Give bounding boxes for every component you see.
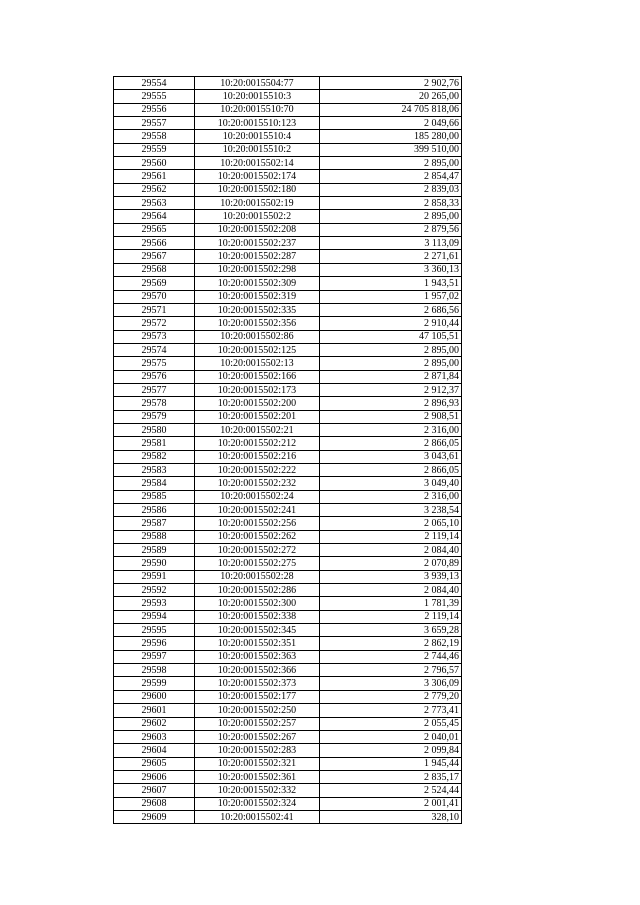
value-cell: 328,10 bbox=[319, 810, 461, 823]
table-row bbox=[114, 544, 462, 557]
row-number-cell: 29599 bbox=[114, 677, 195, 690]
table-row bbox=[114, 664, 462, 677]
table-row bbox=[114, 237, 462, 250]
table-row bbox=[114, 263, 462, 276]
table-row bbox=[114, 197, 462, 210]
cadastral-number-cell: 10:20:0015502:232 bbox=[195, 477, 320, 490]
value-cell: 2 908,51 bbox=[319, 410, 461, 423]
row-number-cell: 29602 bbox=[114, 717, 195, 730]
row-number-cell: 29584 bbox=[114, 477, 195, 490]
table-row bbox=[114, 397, 462, 410]
value-cell: 1 781,39 bbox=[319, 597, 461, 610]
cadastral-number-cell: 10:20:0015502:24 bbox=[195, 490, 320, 503]
cadastral-number-cell: 10:20:0015502:241 bbox=[195, 504, 320, 517]
table-row bbox=[114, 223, 462, 236]
cadastral-number-cell: 10:20:0015510:70 bbox=[195, 103, 320, 116]
table-row bbox=[114, 250, 462, 263]
table-row bbox=[114, 117, 462, 130]
table-row bbox=[114, 317, 462, 330]
cadastral-number-cell: 10:20:0015502:300 bbox=[195, 597, 320, 610]
cadastral-number-cell: 10:20:0015502:177 bbox=[195, 690, 320, 703]
row-number-cell: 29594 bbox=[114, 610, 195, 623]
value-cell: 2 912,37 bbox=[319, 383, 461, 396]
value-cell: 3 939,13 bbox=[319, 570, 461, 583]
cadastral-number-cell: 10:20:0015502:125 bbox=[195, 343, 320, 356]
table-row bbox=[114, 517, 462, 530]
row-number-cell: 29605 bbox=[114, 757, 195, 770]
cadastral-number-cell: 10:20:0015502:338 bbox=[195, 610, 320, 623]
row-number-cell: 29572 bbox=[114, 317, 195, 330]
table-row bbox=[114, 170, 462, 183]
value-cell: 3 049,40 bbox=[319, 477, 461, 490]
cadastral-number-cell: 10:20:0015502:272 bbox=[195, 544, 320, 557]
cadastral-number-cell: 10:20:0015502:335 bbox=[195, 303, 320, 316]
table-row bbox=[114, 557, 462, 570]
value-cell: 20 265,00 bbox=[319, 90, 461, 103]
row-number-cell: 29570 bbox=[114, 290, 195, 303]
row-number-cell: 29576 bbox=[114, 370, 195, 383]
cadastral-number-cell: 10:20:0015502:275 bbox=[195, 557, 320, 570]
table-row bbox=[114, 810, 462, 823]
cadastral-number-cell: 10:20:0015502:174 bbox=[195, 170, 320, 183]
table-row bbox=[114, 717, 462, 730]
value-cell: 1 945,44 bbox=[319, 757, 461, 770]
value-cell: 3 360,13 bbox=[319, 263, 461, 276]
row-number-cell: 29585 bbox=[114, 490, 195, 503]
value-cell: 2 040,01 bbox=[319, 730, 461, 743]
row-number-cell: 29598 bbox=[114, 664, 195, 677]
cadastral-number-cell: 10:20:0015502:361 bbox=[195, 770, 320, 783]
cadastral-number-cell: 10:20:0015502:366 bbox=[195, 664, 320, 677]
value-cell: 2 070,89 bbox=[319, 557, 461, 570]
row-number-cell: 29561 bbox=[114, 170, 195, 183]
table-row bbox=[114, 210, 462, 223]
table-row bbox=[114, 343, 462, 356]
value-cell: 2 866,05 bbox=[319, 437, 461, 450]
row-number-cell: 29560 bbox=[114, 157, 195, 170]
table-row bbox=[114, 410, 462, 423]
row-number-cell: 29589 bbox=[114, 544, 195, 557]
cadastral-number-cell: 10:20:0015502:212 bbox=[195, 437, 320, 450]
value-cell: 2 895,00 bbox=[319, 157, 461, 170]
value-cell: 2 099,84 bbox=[319, 744, 461, 757]
row-number-cell: 29573 bbox=[114, 330, 195, 343]
cadastral-number-cell: 10:20:0015502:298 bbox=[195, 263, 320, 276]
cadastral-number-cell: 10:20:0015504:77 bbox=[195, 77, 320, 90]
value-cell: 2 895,00 bbox=[319, 210, 461, 223]
row-number-cell: 29609 bbox=[114, 810, 195, 823]
cadastral-number-cell: 10:20:0015502:216 bbox=[195, 450, 320, 463]
cadastral-value-table bbox=[113, 76, 462, 824]
cadastral-number-cell: 10:20:0015502:2 bbox=[195, 210, 320, 223]
value-cell: 2 879,56 bbox=[319, 223, 461, 236]
table-row bbox=[114, 490, 462, 503]
table-row bbox=[114, 650, 462, 663]
table-row bbox=[114, 677, 462, 690]
row-number-cell: 29586 bbox=[114, 504, 195, 517]
value-cell: 2 316,00 bbox=[319, 490, 461, 503]
row-number-cell: 29559 bbox=[114, 143, 195, 156]
table-row bbox=[114, 423, 462, 436]
value-cell: 2 084,40 bbox=[319, 584, 461, 597]
row-number-cell: 29566 bbox=[114, 237, 195, 250]
row-number-cell: 29588 bbox=[114, 530, 195, 543]
table-row bbox=[114, 757, 462, 770]
row-number-cell: 29606 bbox=[114, 770, 195, 783]
cadastral-number-cell: 10:20:0015502:287 bbox=[195, 250, 320, 263]
value-cell: 1 943,51 bbox=[319, 277, 461, 290]
cadastral-number-cell: 10:20:0015502:373 bbox=[195, 677, 320, 690]
value-cell: 3 113,09 bbox=[319, 237, 461, 250]
value-cell: 2 049,66 bbox=[319, 117, 461, 130]
value-cell: 2 524,44 bbox=[319, 784, 461, 797]
table-row bbox=[114, 597, 462, 610]
table-row bbox=[114, 437, 462, 450]
row-number-cell: 29597 bbox=[114, 650, 195, 663]
cadastral-number-cell: 10:20:0015502:319 bbox=[195, 290, 320, 303]
value-cell: 2 858,33 bbox=[319, 197, 461, 210]
table-row bbox=[114, 610, 462, 623]
cadastral-number-cell: 10:20:0015510:123 bbox=[195, 117, 320, 130]
value-cell: 2 084,40 bbox=[319, 544, 461, 557]
cadastral-number-cell: 10:20:0015502:173 bbox=[195, 383, 320, 396]
table-row bbox=[114, 143, 462, 156]
table-row bbox=[114, 624, 462, 637]
cadastral-number-cell: 10:20:0015502:309 bbox=[195, 277, 320, 290]
cadastral-number-cell: 10:20:0015502:286 bbox=[195, 584, 320, 597]
row-number-cell: 29591 bbox=[114, 570, 195, 583]
table-row bbox=[114, 157, 462, 170]
table-row bbox=[114, 584, 462, 597]
table-row bbox=[114, 370, 462, 383]
row-number-cell: 29590 bbox=[114, 557, 195, 570]
table-row bbox=[114, 183, 462, 196]
row-number-cell: 29564 bbox=[114, 210, 195, 223]
row-number-cell: 29569 bbox=[114, 277, 195, 290]
row-number-cell: 29583 bbox=[114, 463, 195, 476]
value-cell: 2 686,56 bbox=[319, 303, 461, 316]
table-row bbox=[114, 463, 462, 476]
table-row bbox=[114, 784, 462, 797]
table-row bbox=[114, 77, 462, 90]
value-cell: 2 119,14 bbox=[319, 530, 461, 543]
row-number-cell: 29601 bbox=[114, 704, 195, 717]
cadastral-number-cell: 10:20:0015502:222 bbox=[195, 463, 320, 476]
cadastral-number-cell: 10:20:0015502:345 bbox=[195, 624, 320, 637]
table-row bbox=[114, 797, 462, 810]
row-number-cell: 29574 bbox=[114, 343, 195, 356]
row-number-cell: 29596 bbox=[114, 637, 195, 650]
row-number-cell: 29579 bbox=[114, 410, 195, 423]
value-cell: 2 871,84 bbox=[319, 370, 461, 383]
cadastral-number-cell: 10:20:0015502:21 bbox=[195, 423, 320, 436]
table-row bbox=[114, 704, 462, 717]
value-cell: 3 659,28 bbox=[319, 624, 461, 637]
cadastral-number-cell: 10:20:0015502:356 bbox=[195, 317, 320, 330]
row-number-cell: 29600 bbox=[114, 690, 195, 703]
value-cell: 399 510,00 bbox=[319, 143, 461, 156]
cadastral-number-cell: 10:20:0015502:14 bbox=[195, 157, 320, 170]
value-cell: 185 280,00 bbox=[319, 130, 461, 143]
row-number-cell: 29565 bbox=[114, 223, 195, 236]
value-cell: 2 271,61 bbox=[319, 250, 461, 263]
table-row bbox=[114, 637, 462, 650]
row-number-cell: 29557 bbox=[114, 117, 195, 130]
row-number-cell: 29580 bbox=[114, 423, 195, 436]
table-row bbox=[114, 450, 462, 463]
cadastral-number-cell: 10:20:0015502:283 bbox=[195, 744, 320, 757]
value-cell: 2 866,05 bbox=[319, 463, 461, 476]
value-cell: 3 043,61 bbox=[319, 450, 461, 463]
value-cell: 2 902,76 bbox=[319, 77, 461, 90]
cadastral-number-cell: 10:20:0015502:86 bbox=[195, 330, 320, 343]
cadastral-number-cell: 10:20:0015502:257 bbox=[195, 717, 320, 730]
row-number-cell: 29562 bbox=[114, 183, 195, 196]
value-cell: 2 896,93 bbox=[319, 397, 461, 410]
table-row bbox=[114, 570, 462, 583]
row-number-cell: 29563 bbox=[114, 197, 195, 210]
value-cell: 2 316,00 bbox=[319, 423, 461, 436]
row-number-cell: 29593 bbox=[114, 597, 195, 610]
table-row bbox=[114, 477, 462, 490]
value-cell: 2 862,19 bbox=[319, 637, 461, 650]
value-cell: 2 744,46 bbox=[319, 650, 461, 663]
row-number-cell: 29604 bbox=[114, 744, 195, 757]
cadastral-number-cell: 10:20:0015502:351 bbox=[195, 637, 320, 650]
value-cell: 2 895,00 bbox=[319, 357, 461, 370]
row-number-cell: 29558 bbox=[114, 130, 195, 143]
row-number-cell: 29568 bbox=[114, 263, 195, 276]
value-cell: 24 705 818,06 bbox=[319, 103, 461, 116]
value-cell: 2 065,10 bbox=[319, 517, 461, 530]
cadastral-number-cell: 10:20:0015502:200 bbox=[195, 397, 320, 410]
cadastral-number-cell: 10:20:0015502:13 bbox=[195, 357, 320, 370]
cadastral-number-cell: 10:20:0015510:2 bbox=[195, 143, 320, 156]
cadastral-number-cell: 10:20:0015502:166 bbox=[195, 370, 320, 383]
cadastral-number-cell: 10:20:0015502:262 bbox=[195, 530, 320, 543]
value-cell: 2 854,47 bbox=[319, 170, 461, 183]
table-row bbox=[114, 90, 462, 103]
value-cell: 2 779,20 bbox=[319, 690, 461, 703]
cadastral-number-cell: 10:20:0015502:237 bbox=[195, 237, 320, 250]
table-row bbox=[114, 330, 462, 343]
row-number-cell: 29608 bbox=[114, 797, 195, 810]
value-cell: 2 001,41 bbox=[319, 797, 461, 810]
cadastral-number-cell: 10:20:0015502:208 bbox=[195, 223, 320, 236]
table-row bbox=[114, 303, 462, 316]
table-row bbox=[114, 290, 462, 303]
cadastral-number-cell: 10:20:0015502:250 bbox=[195, 704, 320, 717]
value-cell: 2 055,45 bbox=[319, 717, 461, 730]
table-row bbox=[114, 277, 462, 290]
row-number-cell: 29556 bbox=[114, 103, 195, 116]
table-row bbox=[114, 103, 462, 116]
table-row bbox=[114, 130, 462, 143]
row-number-cell: 29582 bbox=[114, 450, 195, 463]
cadastral-number-cell: 10:20:0015502:324 bbox=[195, 797, 320, 810]
row-number-cell: 29607 bbox=[114, 784, 195, 797]
table-row bbox=[114, 383, 462, 396]
table-row bbox=[114, 770, 462, 783]
row-number-cell: 29581 bbox=[114, 437, 195, 450]
table-body bbox=[114, 77, 462, 824]
value-cell: 47 105,51 bbox=[319, 330, 461, 343]
row-number-cell: 29567 bbox=[114, 250, 195, 263]
row-number-cell: 29603 bbox=[114, 730, 195, 743]
cadastral-number-cell: 10:20:0015502:41 bbox=[195, 810, 320, 823]
cadastral-number-cell: 10:20:0015510:3 bbox=[195, 90, 320, 103]
cadastral-number-cell: 10:20:0015502:201 bbox=[195, 410, 320, 423]
value-cell: 2 839,03 bbox=[319, 183, 461, 196]
value-cell: 2 773,41 bbox=[319, 704, 461, 717]
row-number-cell: 29577 bbox=[114, 383, 195, 396]
cadastral-number-cell: 10:20:0015502:363 bbox=[195, 650, 320, 663]
value-cell: 2 910,44 bbox=[319, 317, 461, 330]
value-cell: 2 796,57 bbox=[319, 664, 461, 677]
value-cell: 2 835,17 bbox=[319, 770, 461, 783]
row-number-cell: 29595 bbox=[114, 624, 195, 637]
table-row bbox=[114, 504, 462, 517]
value-cell: 3 238,54 bbox=[319, 504, 461, 517]
row-number-cell: 29571 bbox=[114, 303, 195, 316]
cadastral-number-cell: 10:20:0015510:4 bbox=[195, 130, 320, 143]
value-cell: 2 119,14 bbox=[319, 610, 461, 623]
cadastral-number-cell: 10:20:0015502:19 bbox=[195, 197, 320, 210]
row-number-cell: 29555 bbox=[114, 90, 195, 103]
row-number-cell: 29587 bbox=[114, 517, 195, 530]
table-row bbox=[114, 357, 462, 370]
value-cell: 1 957,02 bbox=[319, 290, 461, 303]
table-row bbox=[114, 690, 462, 703]
value-cell: 2 895,00 bbox=[319, 343, 461, 356]
cadastral-number-cell: 10:20:0015502:332 bbox=[195, 784, 320, 797]
row-number-cell: 29592 bbox=[114, 584, 195, 597]
row-number-cell: 29554 bbox=[114, 77, 195, 90]
table-row bbox=[114, 744, 462, 757]
cadastral-number-cell: 10:20:0015502:180 bbox=[195, 183, 320, 196]
cadastral-number-cell: 10:20:0015502:267 bbox=[195, 730, 320, 743]
table-row bbox=[114, 730, 462, 743]
cadastral-number-cell: 10:20:0015502:28 bbox=[195, 570, 320, 583]
cadastral-number-cell: 10:20:0015502:256 bbox=[195, 517, 320, 530]
row-number-cell: 29578 bbox=[114, 397, 195, 410]
value-cell: 3 306,09 bbox=[319, 677, 461, 690]
table-row bbox=[114, 530, 462, 543]
cadastral-number-cell: 10:20:0015502:321 bbox=[195, 757, 320, 770]
row-number-cell: 29575 bbox=[114, 357, 195, 370]
